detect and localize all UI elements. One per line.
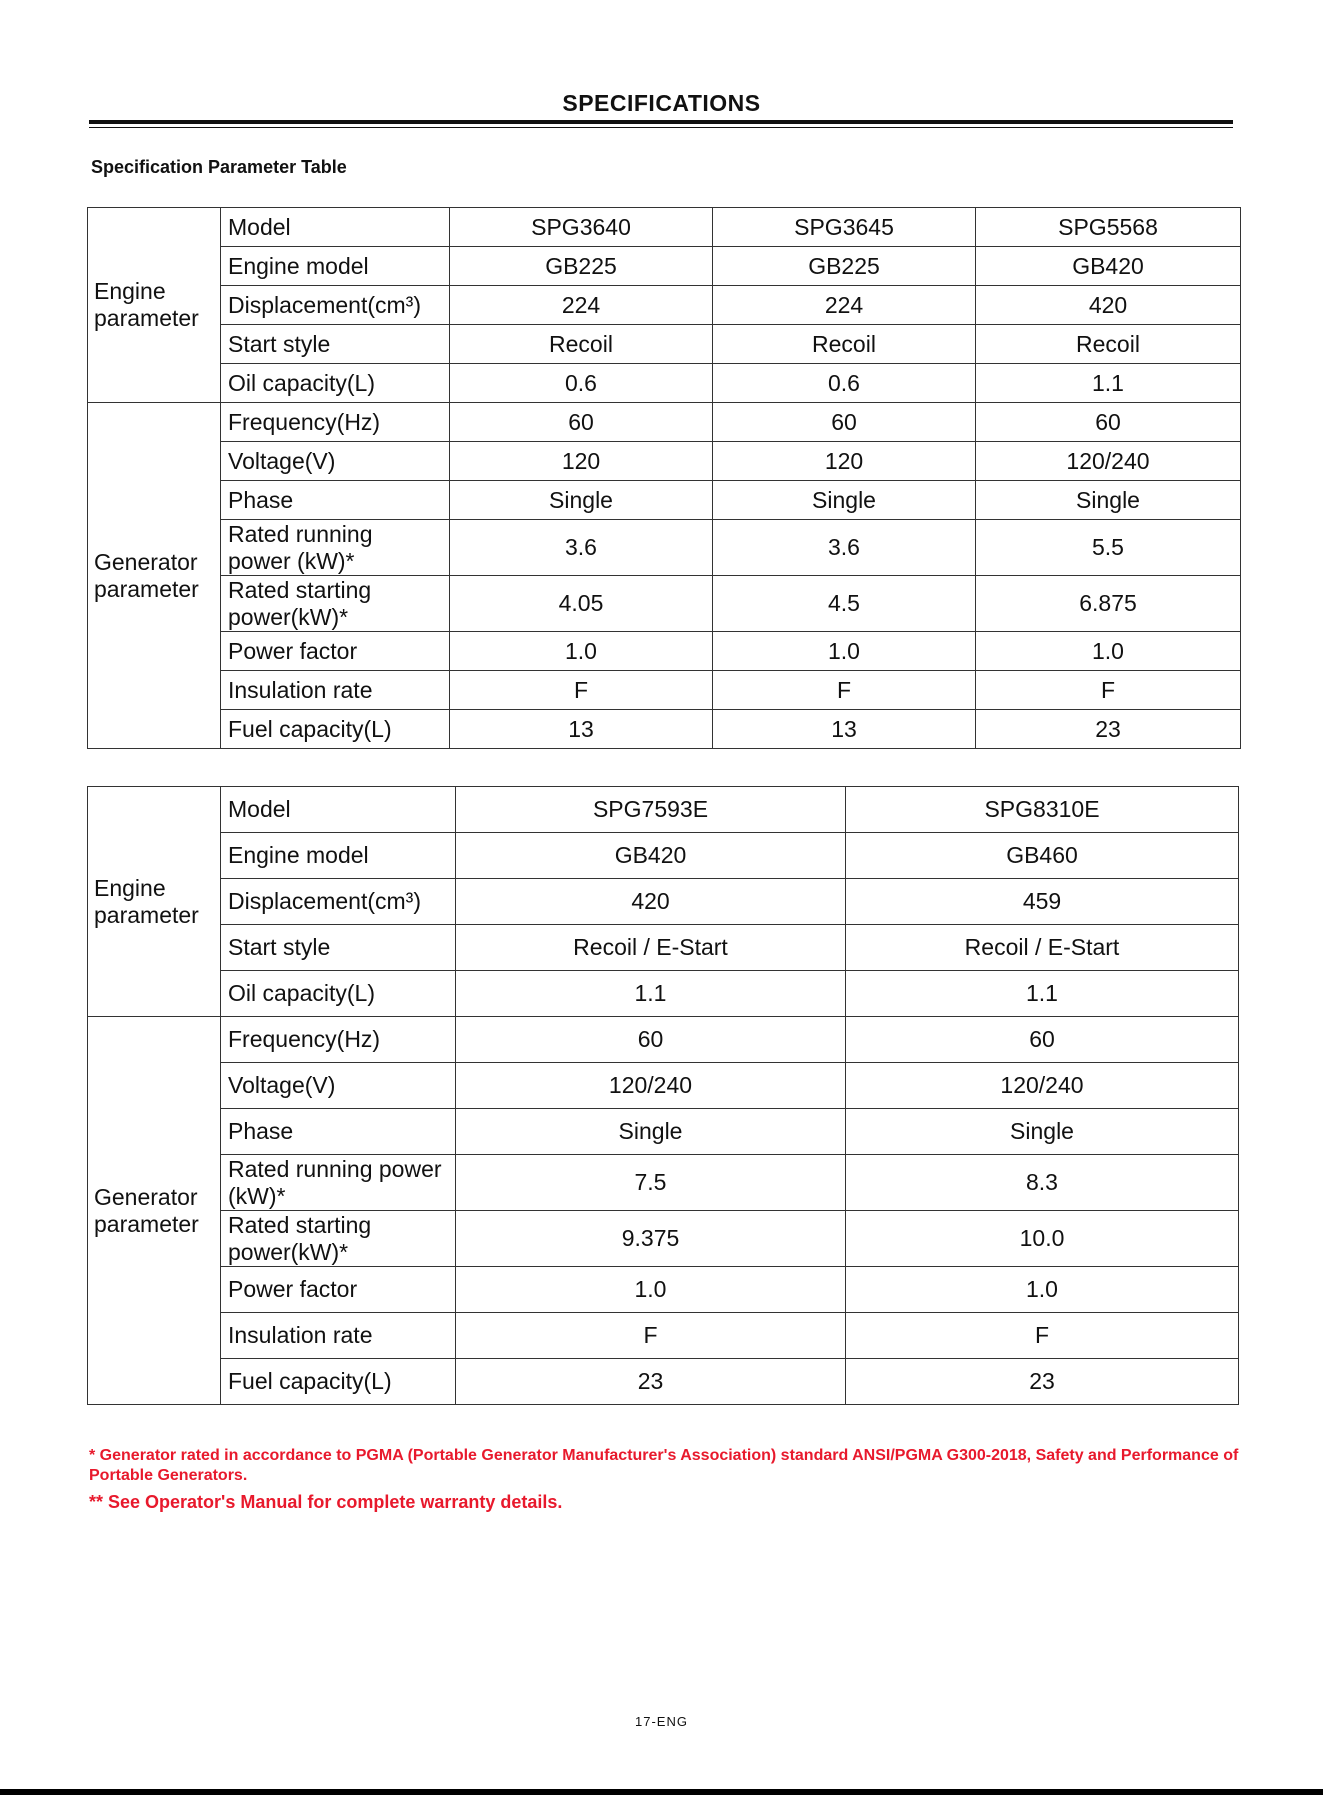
table-row: [88, 833, 1239, 879]
parameter-label: Insulation rate: [221, 671, 450, 710]
title-rule-thick: [89, 120, 1233, 124]
group-label: Engine parameter: [88, 208, 221, 403]
value-cell: 1.1: [976, 364, 1241, 403]
parameter-label: Start style: [221, 325, 450, 364]
group-label: Engine parameter: [88, 787, 221, 1017]
table-row: [88, 1211, 1239, 1267]
value-cell: Recoil: [713, 325, 976, 364]
value-cell: 10.0: [846, 1211, 1239, 1267]
value-cell: Recoil / E-Start: [456, 925, 846, 971]
parameter-label: Rated running power (kW)*: [221, 1155, 456, 1211]
table-row: [88, 671, 1241, 710]
value-cell: 224: [713, 286, 976, 325]
table-row: [88, 247, 1241, 286]
table-row: [88, 442, 1241, 481]
parameter-label: Phase: [221, 481, 450, 520]
table-row: [88, 208, 1241, 247]
page-title: SPECIFICATIONS: [562, 90, 761, 116]
group-label: Generator parameter: [88, 1017, 221, 1405]
value-cell: Single: [456, 1109, 846, 1155]
title-rule-thin: [89, 127, 1233, 128]
table-row: [88, 481, 1241, 520]
value-cell: 60: [450, 403, 713, 442]
footnote-warranty: ** See Operator's Manual for complete warranty details.: [89, 1492, 563, 1512]
table-row: [88, 1155, 1239, 1211]
value-cell: 120: [713, 442, 976, 481]
value-cell: 60: [713, 403, 976, 442]
value-cell: 1.0: [713, 632, 976, 671]
value-cell: 7.5: [456, 1155, 846, 1211]
parameter-label: Phase: [221, 1109, 456, 1155]
value-cell: GB225: [713, 247, 976, 286]
parameter-label: Rated starting power(kW)*: [221, 1211, 456, 1267]
value-cell: GB420: [976, 247, 1241, 286]
parameter-label: Fuel capacity(L): [221, 1359, 456, 1405]
parameter-label: Displacement(cm³): [221, 879, 456, 925]
parameter-label: Oil capacity(L): [221, 364, 450, 403]
value-cell: GB460: [846, 833, 1239, 879]
parameter-label: Rated running power (kW)*: [221, 520, 450, 576]
value-cell: SPG5568: [976, 208, 1241, 247]
value-cell: F: [976, 671, 1241, 710]
parameter-label: Power factor: [221, 1267, 456, 1313]
table-row: [88, 1267, 1239, 1313]
value-cell: 120/240: [976, 442, 1241, 481]
parameter-label: Model: [221, 208, 450, 247]
table-row: [88, 1313, 1239, 1359]
parameter-label: Frequency(Hz): [221, 1017, 456, 1063]
value-cell: 60: [846, 1017, 1239, 1063]
value-cell: F: [450, 671, 713, 710]
parameter-label: Start style: [221, 925, 456, 971]
value-cell: 224: [450, 286, 713, 325]
value-cell: GB225: [450, 247, 713, 286]
value-cell: 1.0: [976, 632, 1241, 671]
value-cell: 120: [450, 442, 713, 481]
value-cell: 420: [456, 879, 846, 925]
value-cell: 23: [976, 710, 1241, 749]
value-cell: 6.875: [976, 576, 1241, 632]
parameter-label: Insulation rate: [221, 1313, 456, 1359]
table-row: [88, 576, 1241, 632]
table-row: [88, 787, 1239, 833]
value-cell: 0.6: [713, 364, 976, 403]
value-cell: GB420: [456, 833, 846, 879]
parameter-label: Voltage(V): [221, 1063, 456, 1109]
value-cell: 120/240: [456, 1063, 846, 1109]
parameter-label: Engine model: [221, 833, 456, 879]
table-row: [88, 1063, 1239, 1109]
page-number: 17-ENG: [635, 1714, 688, 1729]
table-row: [88, 1359, 1239, 1405]
table-row: [88, 925, 1239, 971]
value-cell: 3.6: [713, 520, 976, 576]
value-cell: Single: [713, 481, 976, 520]
value-cell: 60: [976, 403, 1241, 442]
value-cell: Single: [846, 1109, 1239, 1155]
table-row: [88, 286, 1241, 325]
parameter-label: Power factor: [221, 632, 450, 671]
value-cell: 4.5: [713, 576, 976, 632]
parameter-label: Fuel capacity(L): [221, 710, 450, 749]
table-row: [88, 403, 1241, 442]
parameter-label: Displacement(cm³): [221, 286, 450, 325]
bottom-bar: [0, 1789, 1323, 1795]
value-cell: 459: [846, 879, 1239, 925]
value-cell: F: [456, 1313, 846, 1359]
value-cell: SPG3645: [713, 208, 976, 247]
parameter-label: Rated starting power(kW)*: [221, 576, 450, 632]
value-cell: 8.3: [846, 1155, 1239, 1211]
table-row: [88, 364, 1241, 403]
parameter-label: Voltage(V): [221, 442, 450, 481]
value-cell: 13: [713, 710, 976, 749]
value-cell: 1.1: [846, 971, 1239, 1017]
value-cell: 1.0: [846, 1267, 1239, 1313]
value-cell: 1.1: [456, 971, 846, 1017]
table-row: [88, 325, 1241, 364]
value-cell: 23: [846, 1359, 1239, 1405]
value-cell: F: [846, 1313, 1239, 1359]
table-row: [88, 1017, 1239, 1063]
spec-table-2: [87, 786, 1239, 1405]
value-cell: SPG7593E: [456, 787, 846, 833]
table-row: [88, 632, 1241, 671]
value-cell: 1.0: [450, 632, 713, 671]
table-row: [88, 879, 1239, 925]
value-cell: SPG8310E: [846, 787, 1239, 833]
group-label: Generator parameter: [88, 403, 221, 749]
value-cell: Single: [976, 481, 1241, 520]
footnote-pgma: * Generator rated in accordance to PGMA (Portable Generator Manufacturer's Association) standard ANSI/PGMA G300-2018, Safety and Performance of Portable Generators.: [89, 1447, 1239, 1484]
value-cell: 1.0: [456, 1267, 846, 1313]
table-row: [88, 1109, 1239, 1155]
value-cell: Recoil / E-Start: [846, 925, 1239, 971]
parameter-label: Model: [221, 787, 456, 833]
table-row: [88, 520, 1241, 576]
value-cell: Single: [450, 481, 713, 520]
spec-table-1: [87, 207, 1241, 749]
value-cell: 420: [976, 286, 1241, 325]
parameter-label: Engine model: [221, 247, 450, 286]
table-row: [88, 971, 1239, 1017]
section-subtitle: Specification Parameter Table: [91, 157, 347, 177]
value-cell: 3.6: [450, 520, 713, 576]
parameter-label: Frequency(Hz): [221, 403, 450, 442]
value-cell: F: [713, 671, 976, 710]
value-cell: 23: [456, 1359, 846, 1405]
value-cell: 13: [450, 710, 713, 749]
parameter-label: Oil capacity(L): [221, 971, 456, 1017]
value-cell: 120/240: [846, 1063, 1239, 1109]
table-row: [88, 710, 1241, 749]
value-cell: 5.5: [976, 520, 1241, 576]
value-cell: 9.375: [456, 1211, 846, 1267]
value-cell: 60: [456, 1017, 846, 1063]
value-cell: Recoil: [450, 325, 713, 364]
value-cell: 0.6: [450, 364, 713, 403]
value-cell: Recoil: [976, 325, 1241, 364]
value-cell: SPG3640: [450, 208, 713, 247]
value-cell: 4.05: [450, 576, 713, 632]
